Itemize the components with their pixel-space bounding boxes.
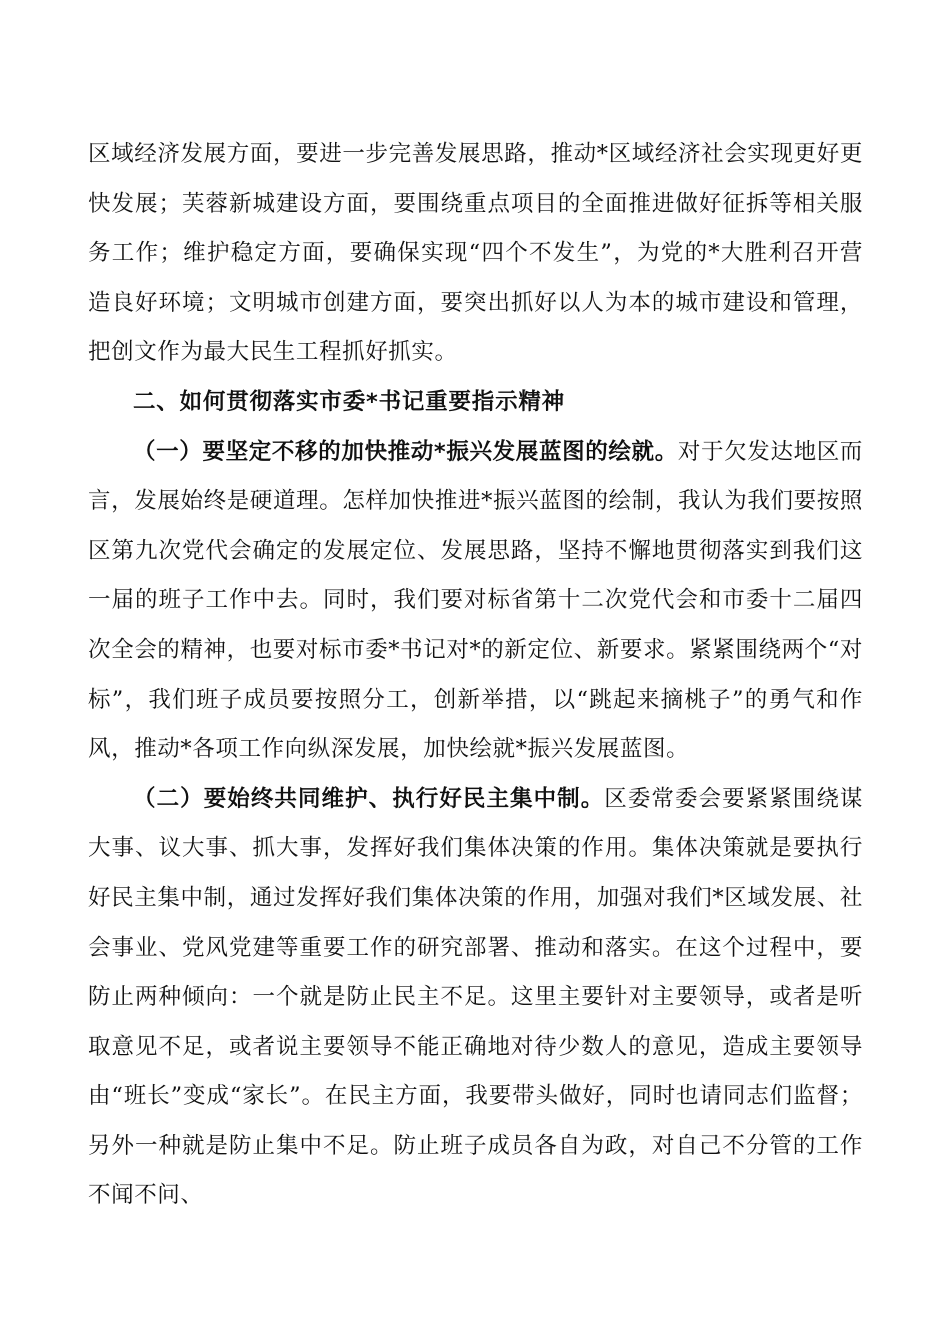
paragraph-section-one bbox=[88, 428, 863, 775]
section-heading-two: 二、如何贯彻落实市委*书记重要指示精神 bbox=[133, 388, 565, 415]
section-two-lead: （二）要始终共同维护、执行好民主集中制。 bbox=[133, 785, 605, 812]
paragraph-section-two bbox=[88, 775, 863, 1221]
paragraph-economic-development: 区域经济发展方面，要进一步完善发展思路，推动*区域经济社会实现更好更快发展；芙蓉新城建设方面，要围绕重点项目的全面推进做好征拆等相关服务工作；维护稳定方面，要确保实现“四个不发生”，为党的*大胜利召开营造良好环境；文明城市创建方面，要突出抓好以人为本的城市建设和管理，把创文作为最大民生工程抓好抓实。 bbox=[88, 141, 863, 366]
section-one-lead: （一）要坚定不移的加快推动*振兴发展蓝图的绘就。 bbox=[133, 438, 678, 465]
section-one-body: 对于欠发达地区而言，发展始终是硬道理。怎样加快推进*振兴蓝图的绘制，我认为我们要按照区第九次党代会确定的发展定位、发展思路，坚持不懈地贯彻落实到我们这一届的班子工作中去。同时，我们要对标省第十二次党代会和市委十二届四次全会的精神，也要对标市委*书记对*的新定位、新要求。紧紧围绕两个“对标”，我们班子成员要按照分工，创新举措，以“跳起来摘桃子”的勇气和作风，推动*各项工作向纵深发展，加快绘就*振兴发展蓝图。 bbox=[88, 438, 864, 763]
document-body bbox=[88, 130, 863, 1221]
section-two-body: 区委常委会要紧紧围绕谋大事、议大事、抓大事，发挥好我们集体决策的作用。集体决策就是要执行好民主集中制，通过发挥好我们集体决策的作用，加强对我们*区域发展、社会事业、党风党建等重要工作的研究部署、推动和落实。在这个过程中，要防止两种倾向：一个就是防止民主不足。这里主要针对主要领导，或者是听取意见不足，或者说主要领导不能正确地对待少数人的意见，造成主要领导由“班长”变成“家长”。在民主方面，我要带头做好，同时也请同志们监督；另外一种就是防止集中不足。防止班子成员各自为政，对自己不分管的工作不闻不问、 bbox=[88, 785, 863, 1209]
